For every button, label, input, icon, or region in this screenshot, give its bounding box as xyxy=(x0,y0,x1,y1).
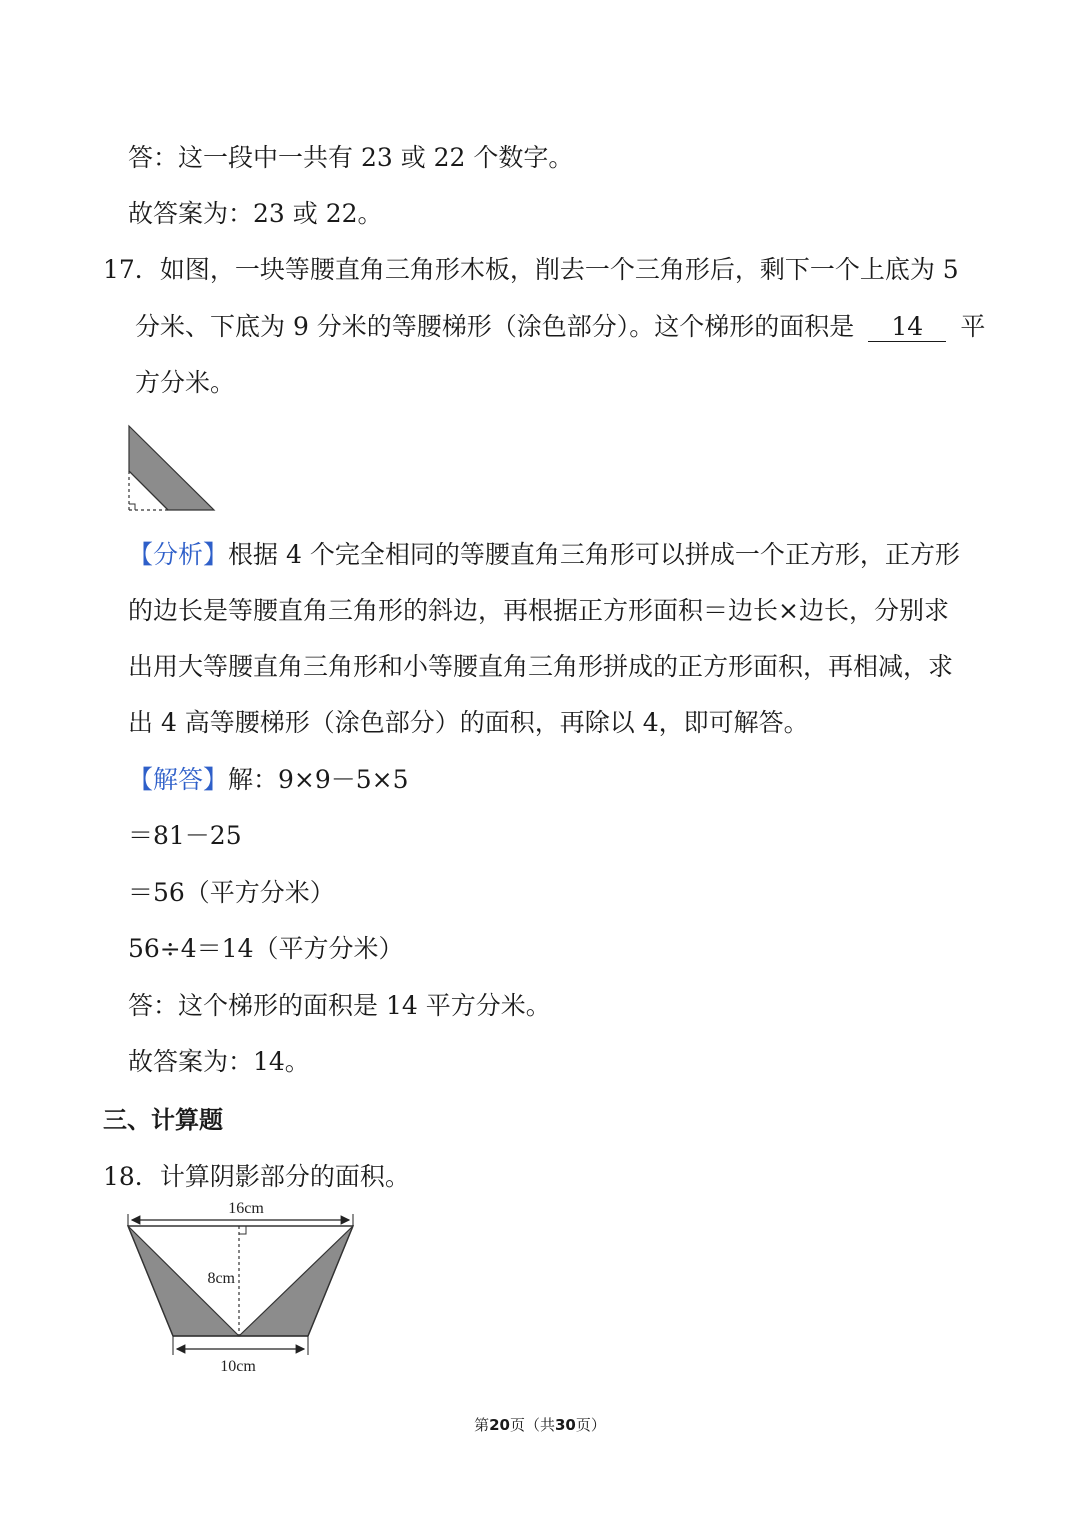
footer-prefix: 第 xyxy=(474,1416,490,1434)
footer-page-number: 20 xyxy=(489,1416,510,1434)
q16-final-line: 故答案为：23 或 22。 xyxy=(128,199,383,228)
section-heading-calculation: 三、计算题 xyxy=(103,1106,223,1134)
q17-analysis-line2: 的边长是等腰直角三角形的斜边，再根据正方形面积＝边长×边长，分别求 xyxy=(128,596,949,625)
q18-trapezoid-figure xyxy=(118,1198,368,1383)
q17-line3: 方分米。 xyxy=(135,368,236,397)
q18-top-label: 16cm xyxy=(228,1200,264,1217)
q18-shaded-right xyxy=(239,1226,353,1336)
q18-right-angle-mark xyxy=(239,1226,246,1234)
analysis-text1: 根据 4 个完全相同的等腰直角三角形可以拼成一个正方形，正方形 xyxy=(228,540,960,569)
q17-solution-line4: 56÷4＝14（平方分米） xyxy=(128,934,404,963)
q17-line1 xyxy=(103,254,959,286)
q17-triangle-figure xyxy=(124,424,220,514)
footer-total-pages: 30 xyxy=(555,1416,576,1434)
q17-right-angle-mark xyxy=(129,504,135,510)
q17-solution-line2: ＝81－25 xyxy=(128,821,242,850)
q17-shaded-trapezoid xyxy=(129,426,214,510)
q17-analysis-line3: 出用大等腰直角三角形和小等腰直角三角形拼成的正方形面积，再相减，求 xyxy=(128,652,954,681)
q17-analysis-line4: 出 4 高等腰梯形（涂色部分）的面积，再除以 4，即可解答。 xyxy=(128,708,809,737)
q17-number: 17． xyxy=(103,255,160,284)
solution-text1: 解：9×9－5×5 xyxy=(228,765,409,794)
analysis-tag: 【分析】 xyxy=(128,540,229,569)
q17-text-line1: 如图，一块等腰直角三角形木板，削去一个三角形后，剩下一个上底为 5 xyxy=(159,255,959,284)
footer-suffix: 页） xyxy=(575,1416,606,1434)
q17-text-line2-before: 分米、下底为 9 分米的等腰梯形（涂色部分）。这个梯形的面积是 xyxy=(135,312,855,341)
q17-solution-line3: ＝56（平方分米） xyxy=(128,878,335,907)
q18-text: 计算阴影部分的面积。 xyxy=(159,1162,410,1191)
footer-mid: 页（共 xyxy=(509,1416,555,1434)
solution-tag: 【解答】 xyxy=(128,765,229,794)
q18-height-label: 8cm xyxy=(207,1270,235,1287)
q17-answer-line: 答：这个梯形的面积是 14 平方分米。 xyxy=(128,991,551,1020)
q17-text-line2-after: 平 xyxy=(960,312,986,341)
q16-answer-line: 答：这一段中一共有 23 或 22 个数字。 xyxy=(128,143,574,172)
q18-number: 18． xyxy=(103,1162,160,1191)
q17-line2 xyxy=(135,311,985,343)
q18-line xyxy=(103,1161,410,1193)
page-footer xyxy=(0,1414,1080,1435)
q17-solution-line1 xyxy=(128,764,409,796)
q17-analysis-line1 xyxy=(128,539,960,571)
q18-bottom-label: 10cm xyxy=(220,1358,256,1375)
q17-final-line: 故答案为：14。 xyxy=(128,1047,310,1076)
q17-answer-blank: 14 xyxy=(868,313,946,342)
